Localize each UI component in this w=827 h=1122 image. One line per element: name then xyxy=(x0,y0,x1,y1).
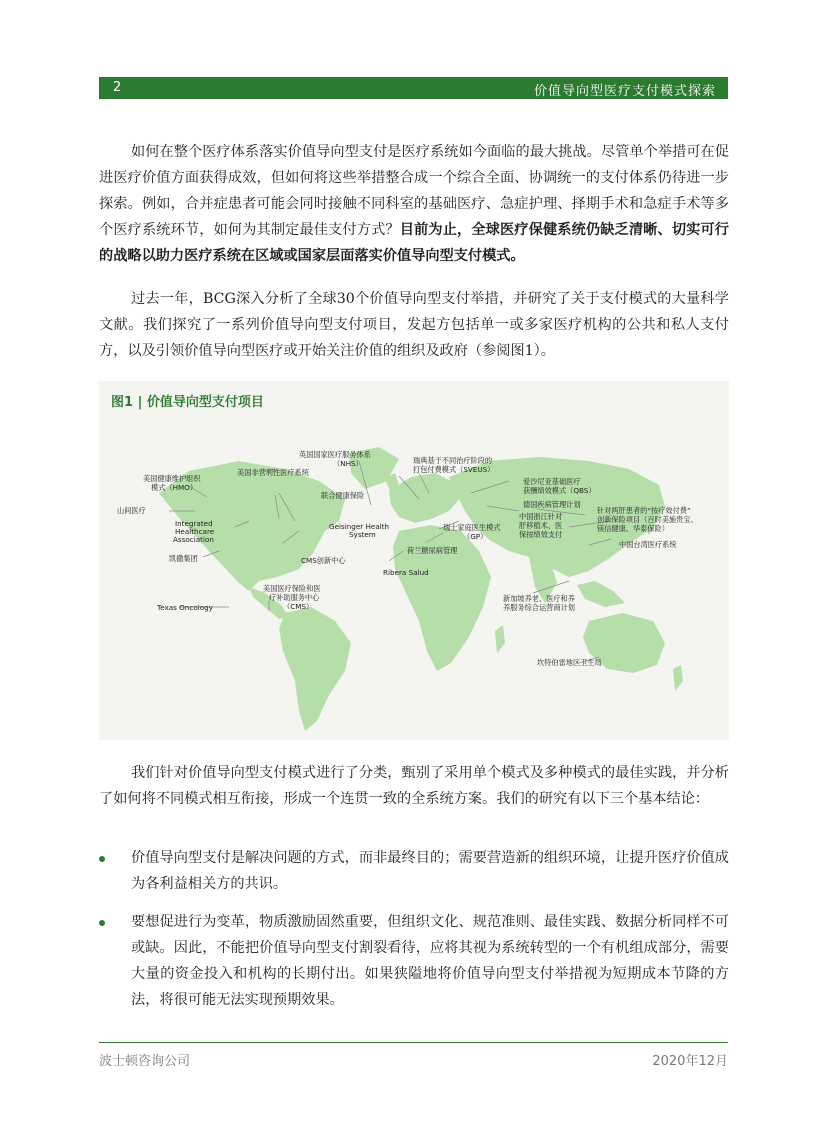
footer-divider xyxy=(99,1042,728,1043)
label-mountsinai: 山间医疗 xyxy=(117,506,146,515)
label-shanxi-3: 镁信健康、华泰保险） xyxy=(597,524,669,533)
label-cms: 美国医疗保险和医 xyxy=(263,584,321,593)
bullet-item-2 xyxy=(99,909,729,1013)
label-netherlands: 荷兰糖尿病管理 xyxy=(407,546,458,555)
figure-1 xyxy=(99,381,729,740)
label-swiss: 瑞士家庭医生模式 xyxy=(443,523,501,532)
label-germany: 德国疾病管理计划 xyxy=(523,500,581,509)
footer-company: 波士顿咨询公司 xyxy=(99,1054,191,1069)
label-taiwan: 中国台湾医疗系统 xyxy=(619,540,677,549)
label-canterbury: 坎特伯雷地区卫生局 xyxy=(537,658,602,667)
label-singapore: 新加坡养老、医疗和养 xyxy=(503,594,575,603)
paragraph-1-text: 如何在整个医疗体系落实价值导向型支付是医疗系统如今面临的最大挑战。尽管单个举措可在促进医疗价值方面获得成效，但如何将这些举措整合成一个综合全面、协调统一的支付体系仍待进一步探索。例如，合并症患者可能会同时接触不同科室的基础医疗、急症护理、择期手术和急症手术等多个医疗系统环节，如何为其制定最佳支付方式？ xyxy=(99,144,729,238)
paragraph-3 xyxy=(99,760,729,812)
label-nhs-abbr: （NHS） xyxy=(333,459,363,468)
bullet-icon xyxy=(99,920,105,926)
running-title: 价值导向型医疗支付模式探索 xyxy=(533,84,716,99)
figure-title: 图1 | 价值导向型支付项目 xyxy=(111,395,264,410)
label-shanxi: 针对两肝患者的“按疗效付费” xyxy=(597,506,691,515)
label-iha-2: Healthcare xyxy=(175,527,215,536)
bullet-item-1 xyxy=(99,845,729,897)
paragraph-1 xyxy=(99,139,729,269)
label-zhejiang: 中国浙江针对 xyxy=(519,512,563,521)
paragraph-2-text: 过去一年，BCG深入分析了全球30个价值导向型支付举措，并研究了关于支付模式的大量科学文献。我们探究了一系列价值导向型支付项目，发起方包括单一或多家医疗机构的公共和私人支付方，以及引领价值导向型医疗或开始关注价值的组织及政府（参阅图1）。 xyxy=(99,291,729,359)
label-cms-innovation: CMS创新中心 xyxy=(301,556,346,565)
label-cms-2: 疗补助服务中心 xyxy=(269,593,320,602)
label-zhejiang-2: 肝移植术、医 xyxy=(519,521,563,530)
label-swiss-2: （GP） xyxy=(463,532,488,541)
label-kaiser: 凯撒集团 xyxy=(169,554,198,563)
label-hmo-2: 模式（HMO） xyxy=(151,483,198,492)
footer-date: 2020年12月 xyxy=(652,1054,728,1069)
label-shanxi-2: 创新保险项目（百时美施贵宝、 xyxy=(597,515,698,524)
paragraph-2 xyxy=(99,286,729,364)
page-number: 2 xyxy=(113,80,122,95)
label-nonprofit: 美国非营利性医疗系统 xyxy=(237,468,309,477)
label-texas: Texas Oncology xyxy=(157,603,213,612)
header-bar xyxy=(99,77,728,99)
label-geisinger-2: System xyxy=(349,530,376,539)
continents xyxy=(159,447,683,731)
world-map xyxy=(99,381,729,740)
label-iha-3: Association xyxy=(173,535,214,544)
label-sveus: 瑞典基于不同治疗阶段的 xyxy=(413,456,493,465)
label-ribera: Ribera Salud xyxy=(383,568,429,577)
label-zhejiang-3: 保按绩效支付 xyxy=(519,530,563,539)
bullet-text-1: 价值导向型支付是解决问题的方式，而非最终目的；需要营造新的组织环境，让提升医疗价值成为各利益相关方的共识。 xyxy=(131,850,729,892)
label-qbs: 爱沙尼亚基础医疗 xyxy=(523,477,581,486)
label-singapore-2: 养服务综合运营商计划 xyxy=(503,603,575,612)
label-sveus-2: 打包付费模式（SVEUS） xyxy=(413,465,495,474)
bullet-icon xyxy=(99,856,105,862)
label-hmo: 美国健康维护组织 xyxy=(143,474,201,483)
paragraph-1-bold: 目前为止，全球医疗保健系统仍缺乏清晰、切实可行的战略以助力医疗系统在区域或国家层面落实价值导向型支付模式。 xyxy=(99,222,729,264)
label-geisinger: Geisinger Health xyxy=(329,522,390,531)
paragraph-3-text: 我们针对价值导向型支付模式进行了分类，甄别了采用单个模式及多种模式的最佳实践，并分析了如何将不同模式相互衔接，形成一个连贯一致的全系统方案。我们的研究有以下三个基本结论： xyxy=(99,765,729,807)
label-nhs: 英国国家医疗服务体系 xyxy=(299,450,371,459)
label-iha: Integrated xyxy=(175,519,213,528)
label-cms-3: （CMS） xyxy=(283,602,314,611)
label-unity: 联合健康保险 xyxy=(321,491,365,500)
bullet-text-2: 要想促进行为变革，物质激励固然重要，但组织文化、规范准则、最佳实践、数据分析同样不可或缺。因此，不能把价值导向型支付割裂看待，应将其视为系统转型的一个有机组成部分，需要大量的资金投入和机构的长期付出。如果狭隘地将价值导向型支付举措视为短期成本节降的方法，将很可能无法实现预期效果。 xyxy=(131,914,729,1008)
label-qbs-2: 获酬绩效模式（QBS） xyxy=(523,486,596,495)
